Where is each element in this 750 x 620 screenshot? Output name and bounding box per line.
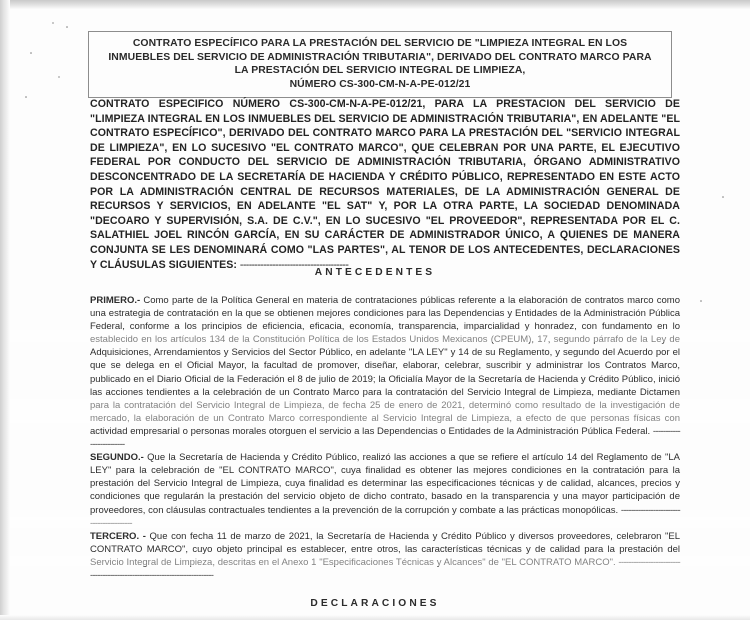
clause-segundo-label: SEGUNDO.- — [90, 452, 144, 464]
clause-tercero-filler: --------------------------------------------------------------------------- — [90, 556, 680, 581]
preamble-filler-dashes: ------------------------------------- — [239, 258, 349, 271]
preamble-paragraph — [90, 97, 680, 272]
document-title-line-3: LA PRESTACIÓN DEL SERVICIO INTEGRAL DE LIMPIEZA, — [234, 65, 526, 77]
document-title-line-2: INMUEBLES DEL SERVICIO DE ADMINISTRACIÓN TRIBUTARIA", DERIVADO DEL CONTRATO MARCO PARA — [108, 51, 652, 63]
document-title-box — [88, 31, 672, 98]
document-title-line-4: NÚMERO CS-300-CM-N-A-PE-012/21 — [289, 78, 471, 90]
antecedentes-heading: ANTECEDENTES — [314, 267, 436, 278]
declaraciones-heading: DECLARACIONES — [310, 598, 440, 609]
clause-segundo-text: Que la Secretaría de Hacienda y Crédito Público, realizó las acciones a que se refiere el artículo 14 del Reglamento de "LA LEY" para la celebración de "EL CONTRATO MARCO", cuya finalidad es obtener las mejores condiciones en la contratación para la prestación del Servicio Integral de Limpieza, cuya finalidad es determinar las especificaciones técnicas y de calidad, alcances, precios y condiciones que regularán la prestación del servicio objeto de dicho contrato, basado en la transparencia y una mayor participación de proveedores, con cláusulas contractuales tendientes a la prevención de la corrupción y combate a las prácticas monopólicas. — [90, 452, 680, 516]
clause-tercero — [90, 530, 680, 582]
clause-primero-filler: ------------------------- — [90, 425, 680, 451]
clause-tercero-label: TERCERO. - — [90, 530, 146, 542]
clause-segundo — [90, 451, 680, 530]
clause-tercero-text: Que con fecha 11 de marzo de 2021, la Secretaría de Hacienda y Crédito Público y diversos proveedores, celebraron "EL CONTRATO MARCO", cuyo objeto principal es establecer, entre otros, las características técnicas y de calidad para la prestación del Servicio Integral de Limpieza, descritas en el Anexo 1 "Especificaciones Técnicas y Alcances" de "EL CONTRATO MARCO". — [90, 530, 681, 568]
clause-primero-text: Como parte de la Política General en materia de contrataciones públicas referente a la elaboración de contratos marco como una estrategia de contratación en la que se obtienen mejores condiciones para las Dependencias y Entidades de la Administración Pública Federal, conforme a los principios de eficiencia, eficacia, economía, transparencia, imparcialidad y honradez, con fundamento en lo establecido en los artículos 134 de la Constitución Política de los Estados Unidos Mexicanos (CPEUM), 17, segundo párrafo de la Ley de Adquisiciones, Arrendamientos y Servicios del Sector Público, en adelante "LA LEY" y 14 de su Reglamento, y segundo del Acuerdo por el que se delega en el Oficial Mayor, la facultad de promover, diseñar, elaborar, celebrar, suscribir y administrar los Contratos Marco, publicado en el Diario Oficial de la Federación el 8 de julio de 2019; la Oficialía Mayor de la Secretaría de Hacienda y Crédito Público, inició las acciones tendientes a la celebración de un Contrato Marco para la contratación del Servicio Integral de Limpieza, mediante Dictamen para la contratación del Servicio Integral de Limpieza, de fecha 25 de enero de 2021, determinó como resultado de la investigación de mercado, la elaboración de un Contrato Marco correspondiente al Servicio Integral de Limpieza, a efecto de que personas físicas con actividad empresarial o personas morales otorguen el servicio a las Dependencias o Entidades de la Administración Pública Federal. — [90, 295, 680, 437]
antecedentes-clauses — [90, 294, 680, 582]
clause-primero — [90, 294, 680, 451]
document-title-line-1: CONTRATO ESPECÍFICO PARA LA PRESTACIÓN DEL SERVICIO DE "LIMPIEZA INTEGRAL EN LOS — [132, 38, 628, 49]
preamble-text: CONTRATO ESPECIFICO NÚMERO CS-300-CM-N-A-PE-012/21, PARA LA PRESTACION DEL SERVICIO DE "LIMPIEZA INTEGRAL EN LOS INMUEBLES DEL SERVICIO DE ADMINISTRACIÓN TRIBUTARIA", EN ADELANTE "EL CONTRATO ESPECÍFICO", DERIVADO DEL CONTRATO MARCO PARA LA PRESTACIÓN DEL "SERVICIO INTEGRAL DE LIMPIEZA", EN LO SUCESIVO "EL CONTRATO MARCO", QUE CELEBRAN POR UNA PARTE, EL EJECUTIVO FEDERAL POR CONDUCTO DEL SERVICIO DE ADMINISTRACIÓN TRIBUTARIA, ÓRGANO ADMINISTRATIVO DESCONCENTRADO DE LA SECRETARÍA DE HACIENDA Y CRÉDITO PÚBLICO, REPRESENTADO EN ESTE ACTO POR LA ADMINISTRACIÓN CENTRAL DE RECURSOS MATERIALES, DE LA ADMINISTRACIÓN GENERAL DE RECURSOS Y SERVICIOS, EN ADELANTE "EL SAT" Y, POR LA OTRA PARTE, LA SOCIEDAD DENOMINADA "DECOARO Y SUPERVISIÓN, S.A. DE C.V.", EN LO SUCESIVO "EL PROVEEDOR", REPRESENTADA POR EL C. SALATHIEL JOEL RINCÓN GARCÍA, EN SU CARÁCTER DE ADMINISTRADOR ÚNICO, A QUIENES DE MANERA CONJUNTA SE LES DENOMINARÁ COMO "LAS PARTES", AL TENOR DE LOS ANTECEDENTES, DECLARACIONES Y CLÁUSULAS SIGUIENTES: — [90, 98, 680, 271]
clause-segundo-filler: ----------------------------------------- — [90, 504, 680, 529]
clause-primero-label: PRIMERO.- — [90, 295, 141, 306]
